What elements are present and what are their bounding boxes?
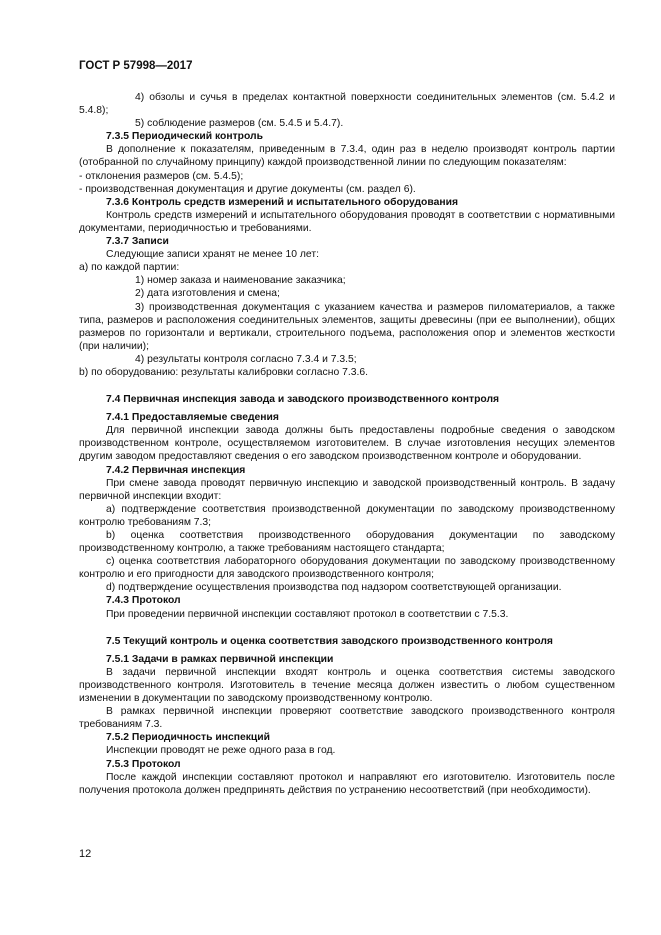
paragraph: После каждой инспекции составляют протокол и направляют его изготовителю. Изготовитель после получения протокола должен предпринять действия по устранению несоответствий (при необходимости). — [79, 771, 615, 796]
paragraph: 4) обзолы и сучья в пределах контактной поверхности соединительных элементов (см. 5.4.2 и 5.4.8); — [79, 92, 615, 117]
paragraph: 2) дата изготовления и смена; — [135, 288, 280, 300]
paragraph: 3) производственная документация с указанием качества и размеров пиломатериалов, а также типа, размеров и расположения соединительных элементов, защиты древесины (при ее выполнении), общих размеров по горизонтали и вертикали, строительного подъема, расположения опор и элементов жесткости (при наличии); — [79, 301, 615, 352]
paragraph: Для первичной инспекции завода должны быть предоставлены подробные сведения о заводском производственном контроле, осуществляемом изготовителем. В случае изготовления несущих элементов другим заводом предоставляют сведения о его заводском производственном контроле и оборудовании. — [79, 425, 615, 463]
paragraph: В задачи первичной инспекции входят контроль и оценка соответствия системы заводского производственного контроля. Изготовитель в течение месяца должен известить о любом существенном изменении в документации по заводскому производственному контролю. — [79, 666, 615, 705]
section-heading: 7.5.2 Периодичность инспекций — [106, 732, 270, 744]
paragraph: c) оценка соответствия лабораторного оборудования документации по заводскому производственному контролю и его пригодности для заводского производственного контроля; — [79, 556, 615, 581]
paragraph: d) подтверждение осуществления производства под надзором соответствующей организации. — [106, 582, 562, 594]
section-heading: 7.5 Текущий контроль и оценка соответствия заводского производственного контроля — [106, 635, 553, 647]
paragraph: При смене завода проводят первичную инспекцию и заводской производственный контроль. В задачу первичной инспекции входит: — [79, 477, 615, 502]
section-heading: 7.4.2 Первичная инспекция — [106, 464, 246, 476]
section-heading: 7.4 Первичная инспекция завода и заводского производственного контроля — [106, 394, 500, 406]
section-heading: 7.5.3 Протокол — [106, 758, 181, 770]
section-heading: 7.4.3 Протокол — [106, 595, 181, 607]
paragraph: В рамках первичной инспекции проверяют соответствие заводского производственного контроля требованиям 7.3. — [79, 706, 615, 731]
section-heading: 7.3.5 Периодический контроль — [106, 131, 263, 143]
standard-header: ГОСТ Р 57998—2017 — [79, 60, 193, 72]
paragraph: b) оценка соответствия производственного оборудования документации по заводскому производственному контролю, а также требованиям настоящего стандарта; — [79, 530, 615, 555]
paragraph: 5) соблюдение размеров (см. 5.4.5 и 5.4.7). — [135, 118, 344, 130]
page-number: 12 — [79, 848, 92, 860]
section-heading: 7.3.6 Контроль средств измерений и испытательного оборудования — [106, 196, 458, 208]
paragraph: а) подтверждение соответствия производственной документации по заводскому производственному контролю требованиям 7.3; — [79, 503, 615, 528]
document-body — [79, 91, 615, 797]
paragraph: Следующие записи хранят не менее 10 лет: — [106, 249, 319, 261]
paragraph: - производственная документация и другие документы (см. раздел 6). — [79, 183, 416, 195]
section-heading: 7.3.7 Записи — [106, 236, 169, 248]
paragraph: Контроль средств измерений и испытательного оборудования проводят в соответствии с нормативными документами, периодичностью и требованиями. — [79, 209, 615, 234]
paragraph: - отклонения размеров (см. 5.4.5); — [79, 170, 244, 182]
paragraph: а) по каждой партии: — [79, 262, 180, 274]
section-heading: 7.4.1 Предоставляемые сведения — [106, 412, 279, 424]
paragraph: 4) результаты контроля согласно 7.3.4 и 7.3.5; — [135, 353, 357, 365]
paragraph: При проведении первичной инспекции составляют протокол в соответствии с 7.5.3. — [106, 608, 509, 620]
paragraph: В дополнение к показателям, приведенным в 7.3.4, один раз в неделю производят контроль партии (отобранной по случайному принципу) каждой производственной линии по следующим показателям: — [79, 144, 615, 169]
section-heading: 7.5.1 Задачи в рамках первичной инспекции — [106, 653, 334, 665]
paragraph: Инспекции проводят не реже одного раза в год. — [106, 745, 336, 757]
paragraph: b) по оборудованию: результаты калибровки согласно 7.3.6. — [79, 366, 368, 378]
paragraph: 1) номер заказа и наименование заказчика; — [135, 275, 346, 287]
